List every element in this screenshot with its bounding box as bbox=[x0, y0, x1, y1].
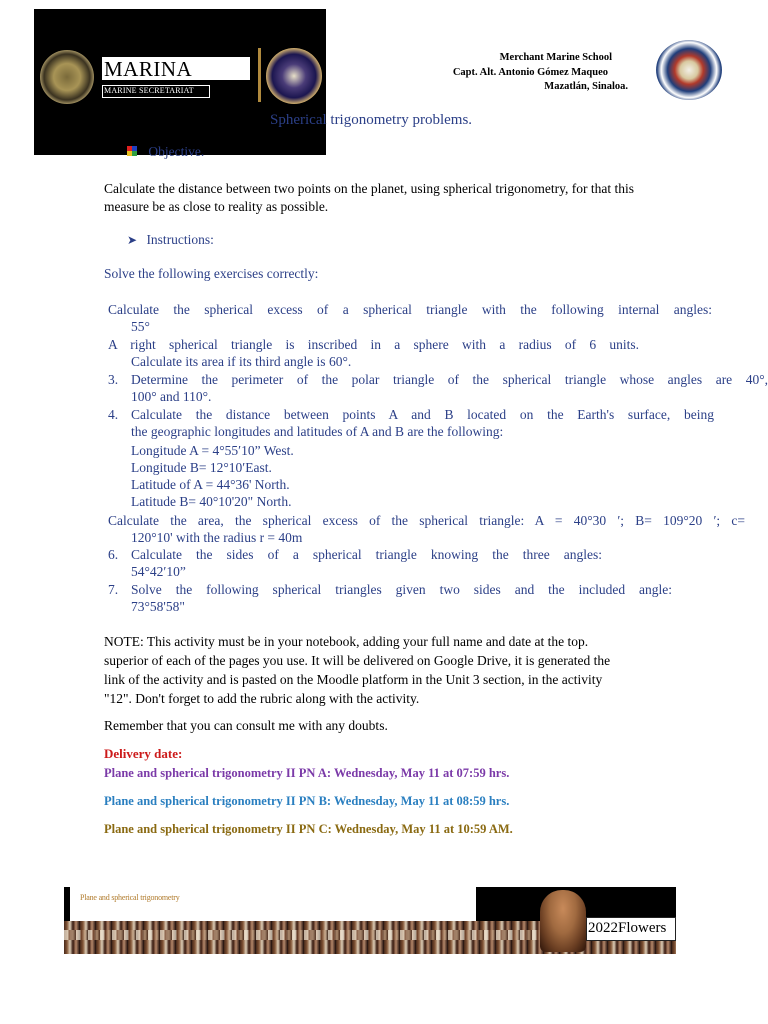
exercise-line: 54°42′10” bbox=[131, 564, 186, 579]
coordinate-line: Latitude B= 40°10'20" North. bbox=[131, 494, 292, 509]
exercise-7 bbox=[108, 581, 672, 615]
coordinate-line: Longitude B= 12°10′East. bbox=[131, 460, 272, 475]
school-seal-icon bbox=[656, 40, 722, 100]
instructions-label: Instructions: bbox=[146, 232, 214, 247]
delivery-group-a: Plane and spherical trigonometry II PN A: Wednesday, May 11 at 07:59 hrs. bbox=[104, 766, 510, 780]
exercise-number: 7. bbox=[108, 582, 119, 597]
note-line: NOTE: This activity must be in your notebook, adding your full name and date at the top. bbox=[104, 634, 589, 649]
author-photo bbox=[540, 890, 586, 952]
exercise-line: Determine the perimeter of the polar triangle of the spherical triangle whose angles are 40°, bbox=[131, 372, 768, 387]
exercise-1 bbox=[108, 301, 712, 335]
exercise-4 bbox=[108, 406, 714, 510]
exercise-line: Calculate the spherical excess of a spherical triangle with the following internal angles: bbox=[108, 302, 712, 317]
objective-heading bbox=[127, 144, 204, 160]
exercise-5 bbox=[108, 512, 745, 546]
coordinate-list bbox=[108, 442, 714, 510]
objective-text: Calculate the distance between two points on the planet, using spherical trigonometry, for that this measure be as close to reality as possible. bbox=[104, 181, 634, 214]
delivery-date-label: Delivery date: bbox=[104, 746, 183, 761]
delivery-group-c: Plane and spherical trigonometry II PN C: Wednesday, May 11 at 10:59 AM. bbox=[104, 822, 513, 836]
objective-label: Objective. bbox=[148, 144, 205, 159]
instructions-heading bbox=[127, 232, 214, 248]
note-paragraph bbox=[104, 632, 674, 708]
school-name: Merchant Marine School bbox=[499, 52, 612, 63]
page-title: Spherical trigonometry problems. bbox=[270, 112, 473, 128]
coordinate-line: Latitude of A = 44°36' North. bbox=[131, 477, 290, 492]
exercise-number: 6. bbox=[108, 547, 119, 562]
footer-course-label: Plane and spherical trigonometry bbox=[80, 893, 180, 902]
exercise-number: 4. bbox=[108, 407, 119, 422]
school-city: Mazatlán, Sinaloa. bbox=[544, 81, 628, 92]
exercise-2 bbox=[108, 336, 639, 370]
exercise-6 bbox=[108, 546, 602, 580]
delivery-group-b: Plane and spherical trigonometry II PN B: Wednesday, May 11 at 08:59 hrs. bbox=[104, 794, 510, 808]
note-line: superior of each of the pages you use. It will be delivered on Google Drive, it is generated the bbox=[104, 653, 611, 668]
note-line: link of the activity and is pasted on the Moodle platform in the Unit 3 section, in the activity bbox=[104, 672, 603, 687]
coordinate-line: Longitude A = 4°55′10” West. bbox=[131, 443, 294, 458]
arrow-bullet-icon: ➤ bbox=[127, 233, 138, 247]
exercise-line: Calculate the area, the spherical excess of the spherical triangle: A = 40°30 ′; B= 109°20 ′; c= bbox=[108, 513, 745, 528]
exercise-line: Calculate the distance between points A and B located on the Earth's surface, being bbox=[131, 407, 714, 422]
exercise-line: 73°58'58" bbox=[131, 599, 185, 614]
school-director: Capt. Alt. Antonio Gómez Maqueo bbox=[452, 67, 608, 78]
exercise-line: 100° and 110°. bbox=[131, 389, 212, 404]
exercise-line: Solve the following spherical triangles given two sides and the included angle: bbox=[131, 582, 672, 597]
remember-text: Remember that you can consult me with any doubts. bbox=[104, 718, 388, 733]
exercise-line: Calculate its area if its third angle is 60°. bbox=[131, 354, 352, 369]
exercise-line: 120°10' with the radius r = 40m bbox=[131, 530, 303, 545]
mexico-seal-icon bbox=[40, 50, 94, 104]
note-line: "12". Don't forget to add the rubric along with the activity. bbox=[104, 691, 420, 706]
exercise-line: 55° bbox=[131, 319, 150, 334]
marina-title: MARINA bbox=[104, 57, 193, 81]
solve-instruction: Solve the following exercises correctly: bbox=[104, 266, 319, 281]
quad-bullet-icon bbox=[127, 146, 137, 156]
exercise-number: 3. bbox=[108, 372, 119, 387]
exercise-3 bbox=[108, 371, 768, 405]
exercise-line: the geographic longitudes and latitudes of A and B are the following: bbox=[131, 424, 504, 439]
footer-signature: 2022Flowers bbox=[588, 920, 667, 936]
navy-seal-icon bbox=[266, 48, 322, 104]
secretariat-subtitle: MARINE SECRETARIAT bbox=[104, 86, 194, 95]
exercise-line: A right spherical triangle is inscribed in a sphere with a radius of 6 units. bbox=[108, 337, 639, 352]
exercise-line: Calculate the sides of a spherical triangle knowing the three angles: bbox=[131, 547, 602, 562]
logo-divider bbox=[258, 48, 261, 102]
